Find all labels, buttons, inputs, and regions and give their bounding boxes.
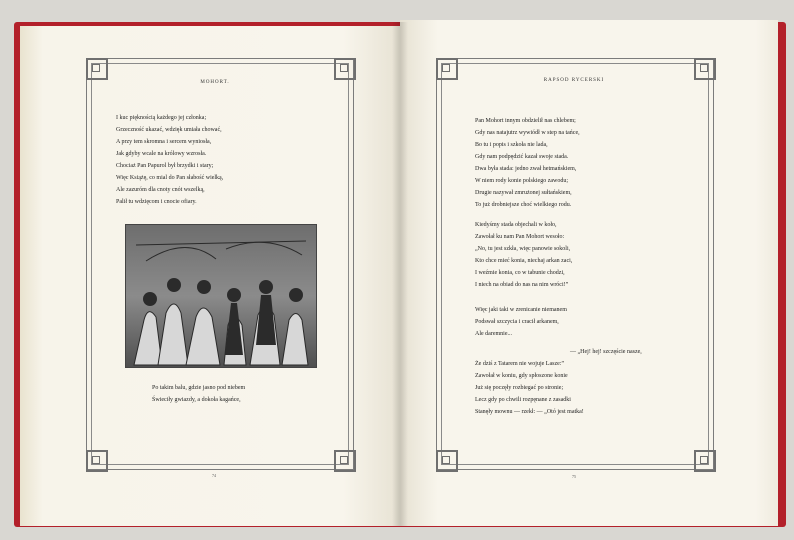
right-page-number: 75	[572, 474, 576, 479]
right-running-header: RAPSOD RYCERSKI	[543, 78, 605, 83]
poem-line: Podswał szczycia i cracił arkanem,	[475, 319, 559, 325]
poem-line: Kiedyśmy stada objechali w koło,	[475, 222, 557, 228]
right-corner-ornament-bottom-left	[436, 450, 458, 472]
left-corner-ornament-bottom-right	[334, 450, 356, 472]
right-poem-stanza-4	[475, 346, 642, 418]
poem-line: Ale zazuróm dla cnoty cnót wszelką,	[116, 187, 205, 193]
poem-line: Kto chce mieć konia, niechaj arkan zaci,	[475, 258, 573, 264]
poem-line: Że dziś z Tatarem nie wojuje Lasze:”	[475, 361, 565, 367]
poem-line: I kuc pięknością każdego jej członka;	[116, 115, 207, 121]
poem-line: Po takim balu, gdzie jasno pod niebem	[152, 385, 246, 391]
poem-line: Ale daremnie...	[475, 331, 512, 337]
poem-line: Dwa była stada: jedno zwał hetmańskiem,	[475, 166, 577, 172]
poem-line: Drugie nazywał zmrużonej sułtańskiem,	[475, 190, 572, 196]
poem-line: Bo tu i popis i szkoła nie lada,	[475, 142, 548, 148]
poem-line: Świeciły gwiazdy, a dokoła kagańce,	[152, 397, 241, 403]
poem-line: Już się poczęły rozbiegać po stronie;	[475, 385, 564, 391]
poem-line: Gdy nam podpędzić kazał swoje stada.	[475, 154, 569, 160]
poem-line: I weźmie konia, co w tabunie chodzi,	[475, 270, 565, 276]
poem-line: — „Hej! hej! szczęście nasze,	[570, 349, 642, 355]
poem-line: To już drobniejsze choć wielkiego rodu.	[475, 202, 572, 208]
right-poem-stanza-1	[475, 115, 580, 211]
poem-line: Chociaż Pan Papurol był brzydki i stary;	[116, 163, 214, 169]
poem-line: „No, tu jest szkła, więc panowie sokoli,	[475, 246, 571, 252]
right-corner-ornament-top-right	[694, 58, 716, 80]
book-gutter	[392, 22, 408, 526]
left-corner-ornament-bottom-left	[86, 450, 108, 472]
poem-line: W niem rody konie polskiego zawodu;	[475, 178, 569, 184]
right-poem-stanza-3	[475, 304, 567, 340]
poem-line: Więc Książę, co mial do Pan słabość wielką,	[116, 175, 224, 181]
left-corner-ornament-top-right	[334, 58, 356, 80]
poem-line: A przy tem skromna i sercem wyniosła,	[116, 139, 212, 145]
right-corner-ornament-bottom-right	[694, 450, 716, 472]
left-running-header: MOHORT.	[200, 80, 230, 85]
poem-line: Palił tu wdzięcom i cnocie ofiary.	[116, 199, 197, 205]
poem-line: Zawołał ku nam Pan Mohort wesoło:	[475, 234, 565, 240]
left-corner-ornament-top-left	[86, 58, 108, 80]
ballroom-engraving-illustration	[125, 224, 317, 368]
poem-line: Jak gdyby wcale na królowy wzrosła.	[116, 151, 207, 157]
right-poem-stanza-2	[475, 219, 572, 291]
left-poem-stanza-2	[152, 382, 245, 406]
poem-line: Zawołał w koniu, gdy spłoszone konie	[475, 373, 568, 379]
poem-line: Lecz gdy po chwili rozpęnane z zasadki	[475, 397, 571, 403]
poem-line: Gdy nas natajutrz wywiódł w step na tańce,	[475, 130, 580, 136]
poem-line: Grzeczność ukazać, wdzięk umiała chować,	[116, 127, 222, 133]
left-poem-stanza-1	[116, 112, 223, 208]
right-corner-ornament-top-left	[436, 58, 458, 80]
poem-line: Pan Mohort innym obdzielił nas chlebem;	[475, 118, 576, 124]
poem-line: Stanęły mownu — rzekł: — „Otó jest matka!	[475, 409, 584, 415]
left-page-number: 74	[212, 473, 216, 478]
poem-line: Więc jaki taki w zrenicanie niemanem	[475, 307, 567, 313]
poem-line: I niech na obiad do nas na nim wróci!”	[475, 282, 569, 288]
right-page	[400, 20, 778, 526]
